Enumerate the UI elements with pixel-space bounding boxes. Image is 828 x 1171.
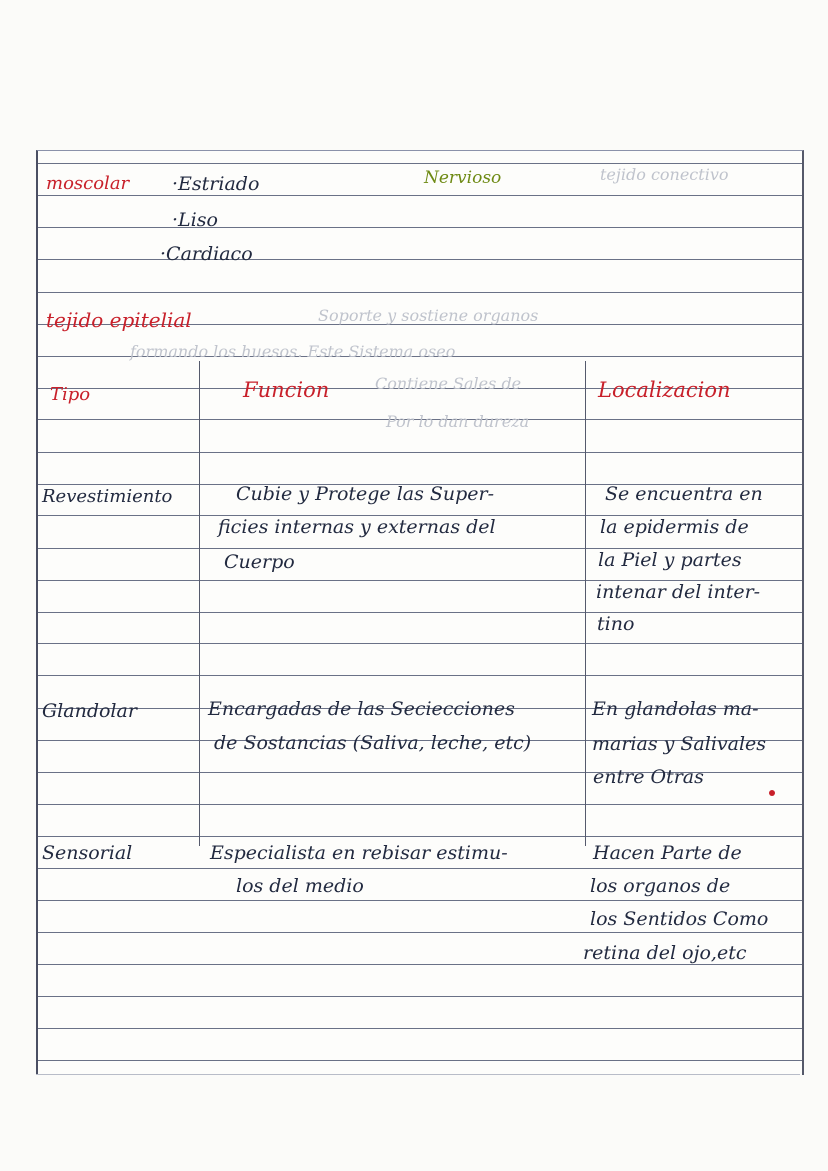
row-localizacion-line: Hacen Parte de [593,842,742,864]
row-funcion-line: de Sostancias (Saliva, leche, etc) [214,732,532,754]
row-localizacion-line: marias y Salivales [592,733,767,755]
page-bottom-edge [36,1074,800,1075]
row-funcion-line: ficies internas y externas del [218,516,496,538]
muscular-type-liso: ·Liso [172,209,218,231]
row-funcion-line: Cuerpo [224,551,295,573]
row-funcion-line: los del medio [236,875,364,897]
bleed-text-3: formando los huesos. Este Sistema oseo [130,342,456,361]
muscular-heading: moscolar [46,173,130,194]
muscular-type-cardiaco: ·Cardiaco [160,243,253,265]
bleed-text-4: Contiene Sales de [375,374,522,393]
row-tipo-sensorial: Sensorial [42,842,133,864]
row-tipo-glandolar: Glandolar [42,700,137,722]
row-localizacion-line: entre Otras [593,766,704,788]
row-localizacion-line: los Sentidos Como [590,908,769,930]
row-funcion-line: Cubie y Protege las Super- [236,483,495,505]
bleed-text-5: Por lo dan dureza [386,412,530,431]
row-localizacion-line: los organos de [590,875,731,897]
bleed-text-2: Soporte y sostiene organos [318,306,539,325]
row-localizacion-line: la Piel y partes [598,549,742,571]
table-divider-2 [585,361,586,846]
row-funcion-line: Especialista en rebisar estimu- [210,842,508,864]
row-localizacion-line: Se encuentra en [605,483,763,505]
notebook-page [36,150,804,1075]
col-header-funcion: Funcion [243,378,330,402]
nervioso-heading: Nervioso [424,168,502,188]
row-localizacion-line: intenar del inter- [596,581,761,603]
muscular-type-estriado: ·Estriado [172,173,260,195]
epitelial-heading: tejido epitelial [46,308,192,332]
row-localizacion-line: retina del ojo,etc [583,942,747,964]
ink-dot [769,790,775,796]
row-localizacion-line: la epidermis de [600,516,749,538]
row-localizacion-line: tino [597,613,635,635]
col-header-localizacion: Localizacion [598,378,731,402]
row-funcion-line: Encargadas de las Seciecciones [208,698,515,720]
bleed-text-1: tejido conectivo [600,165,729,184]
col-header-tipo: Tipo [50,384,91,405]
row-tipo-revestimiento: Revestimiento [42,486,173,507]
row-localizacion-line: En glandolas ma- [592,698,759,720]
table-divider-1 [199,361,200,846]
